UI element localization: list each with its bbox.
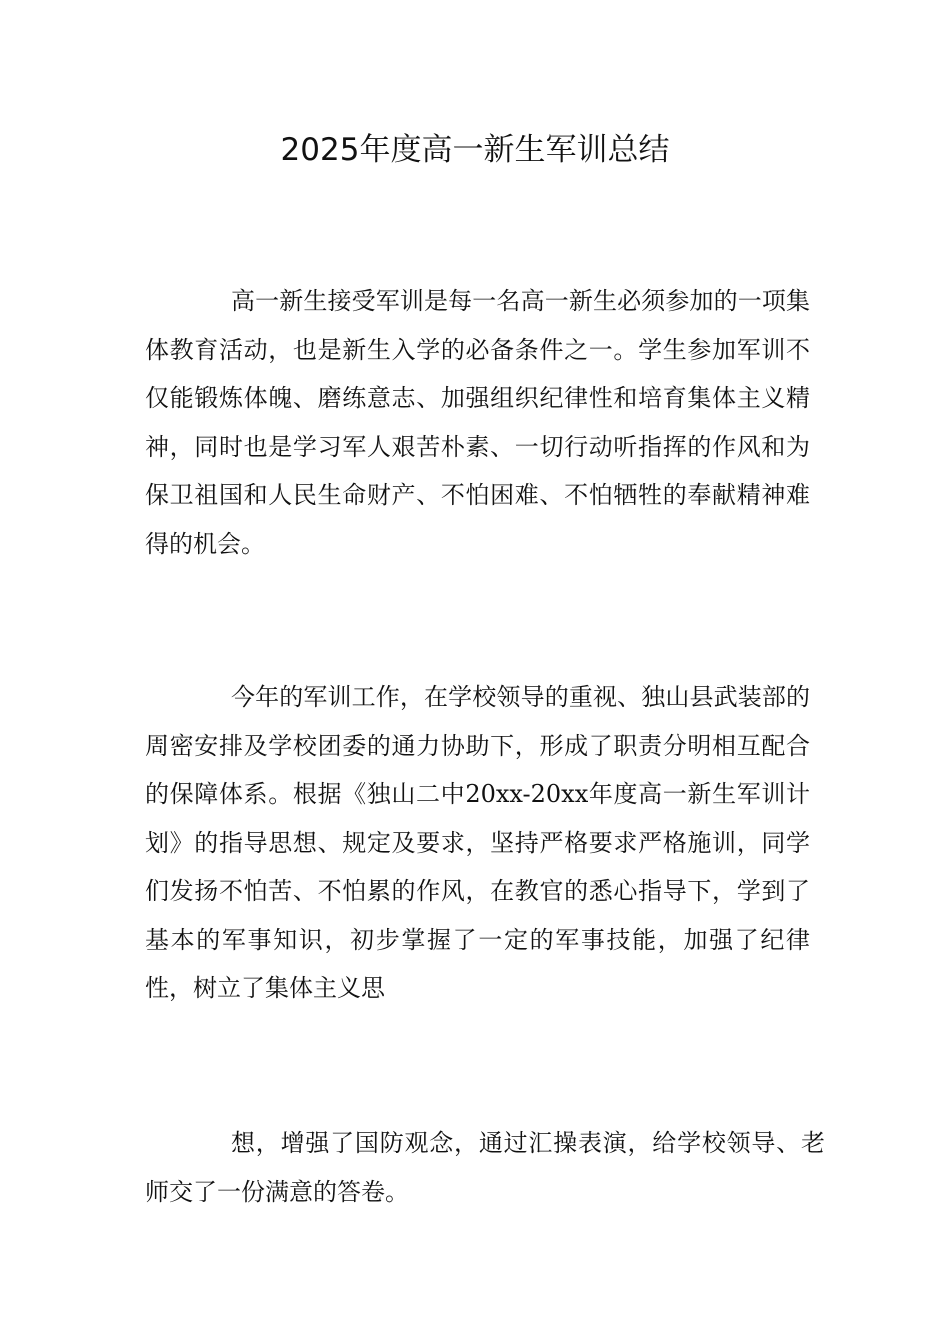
paragraph-2: 今年的军训工作，在学校领导的重视、独山县武装部的周密安排及学校团委的通力协助下，形成了职责分明相互配合的保障体系。根据《独山二中20xx-20xx年度高一新生军训计划》的指导思想、规定及要求，坚持严格要求严格施训，同学们发扬不怕苦、不怕累的作风，在教官的悉心指导下，学到了基本的军事知识，初步掌握了一定的军事技能，加强了纪律性，树立了集体主义思 (145, 683, 810, 1002)
paragraph-1: 高一新生接受军训是每一名高一新生必须参加的一项集体教育活动，也是新生入学的必备条件之一。学生参加军训不仅能锻炼体魄、磨练意志、加强组织纪律性和培育集体主义精神，同时也是学习军人艰苦朴素、一切行动听指挥的作风和为保卫祖国和人民生命财产、不怕困难、不怕牺牲的奉献精神难得的机会。 (145, 287, 810, 558)
document-title: 2025年度高一新生军训总结 (280, 132, 670, 168)
paragraph-3: 想，增强了国防观念，通过汇操表演，给学校领导、老师交了一份满意的答卷。 (145, 1129, 825, 1206)
